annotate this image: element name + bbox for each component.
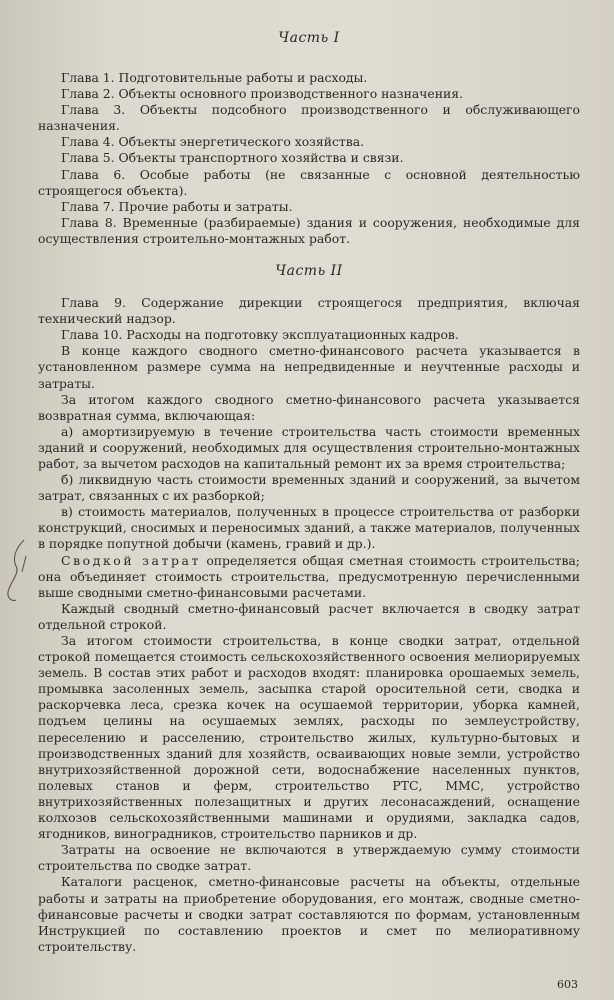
paragraph-agricultural-development: За итогом стоимости строительства, в конце сводки затрат, отдельной строкой помещается стоимость сельскохозяйственного освоения мелиорируемых земель. В состав этих работ и расходов входят: планировка орошаемых земель, промывка засоленных земель, засыпка старой оросительной сети, сводка и раскорчевка леса, срезка кочек на осушаемой территории, уборка камней, подъем целины на осушаемых землях, расходы по землеустройству, переселению и расселению, строительство жилых, культурно-бытовых и производственных зданий для хозяйств, осваивающих новые земли, устройство внутрихозяйственной дорожной сети, водоснабжение населенных пунктов, полевых станов и ферм, строительство РТС, ММС, устройство внутрихозяйственных полезащитных и других лесонасаждений, оснащение колхозов сельскохозяйственными машинами и орудиями, закладка садов, ягодников, виноградников, строительство парников и др. (38, 633, 580, 842)
chapter-7: Глава 7. Прочие работы и затраты. (61, 198, 293, 214)
chapter-5: Глава 5. Объекты транспортного хозяйства и связи. (61, 150, 404, 166)
summary-definition: определяется общая сметная стоимость строительства; она объединяет стоимость строительства, предусмотренную перечисленными выше сводными сметно-финансовыми расчетами. (38, 552, 580, 600)
chapter-3: Глава 3. Объекты подсобного производственного и обслуживающего назначения. (38, 102, 580, 134)
chapter-2: Глава 2. Объекты основного производственного назначения. (61, 86, 464, 102)
chapter-1: Глава 1. Подготовительные работы и расходы. (61, 70, 368, 85)
part-1-heading: Часть I (278, 30, 340, 46)
list-item-b: б) ликвидную часть стоимости временных зданий и сооружений, за вычетом затрат, связанных с их разборкой; (38, 472, 580, 504)
list-item-v: в) стоимость материалов, полученных в процессе строительства от разборки конструкций, сносимых и переносимых зданий, а также материалов, полученных в порядке попутной добычи (камень, гравий и др.). (38, 504, 580, 552)
paragraph-each-calc: Каждый сводный сметно-финансовый расчет включается в сводку затрат отдельной строкой. (38, 600, 580, 632)
chapter-9: Глава 9. Содержание дирекции строящегося предприятия, включая технический надзор. (38, 295, 580, 327)
handwritten-margin-note (2, 536, 32, 606)
chapter-10: Глава 10. Расходы на подготовку эксплуатационных кадров. (61, 327, 459, 343)
page-number: 603 (557, 978, 578, 991)
part-1-chapter-list (38, 70, 580, 247)
paragraph-exclusion: Затраты на освоение не включаются в утверждаемую сумму стоимости строительства по сводке затрат. (38, 842, 580, 874)
part-2-chapter-list (38, 295, 580, 343)
paragraph-return-intro: За итогом каждого сводного сметно-финансового расчета указывается возвратная сумма, включающая: (38, 391, 580, 423)
paragraph-reserve: В конце каждого сводного сметно-финансового расчета указывается в установленном размере сумма на непредвиденные и неучтенные расходы и затраты. (38, 343, 580, 391)
list-item-a: а) амортизируемую в течение строительства часть стоимости временных зданий и сооружений, необходимых для осуществления строительно-монтажных работ, за вычетом расходов на капитальный ремонт их за время строительства; (38, 423, 580, 471)
chapter-8: Глава 8. Временные (разбираемые) здания и сооружения, необходимые для осуществления строительно-монтажных работ. (38, 214, 580, 246)
part-2-heading: Часть II (275, 263, 343, 280)
chapter-6: Глава 6. Особые работы (не связанные с основной деятельностью строящегося объекта). (38, 166, 580, 198)
chapter-4: Глава 4. Объекты энергетического хозяйства. (61, 134, 365, 150)
body-text (38, 343, 580, 955)
paragraph-catalogs: Каталоги расценок, сметно-финансовые расчеты на объекты, отдельные работы и затраты на приобретение оборудования, его монтаж, сводные сметно-финансовые расчеты и сводки затрат составляются по формам, установленным Инструкцией по составлению проектов и смет по мелиоративному строительству. (38, 874, 580, 954)
paragraph-summary (38, 553, 580, 601)
summary-term: Сводкой затрат (61, 552, 201, 568)
